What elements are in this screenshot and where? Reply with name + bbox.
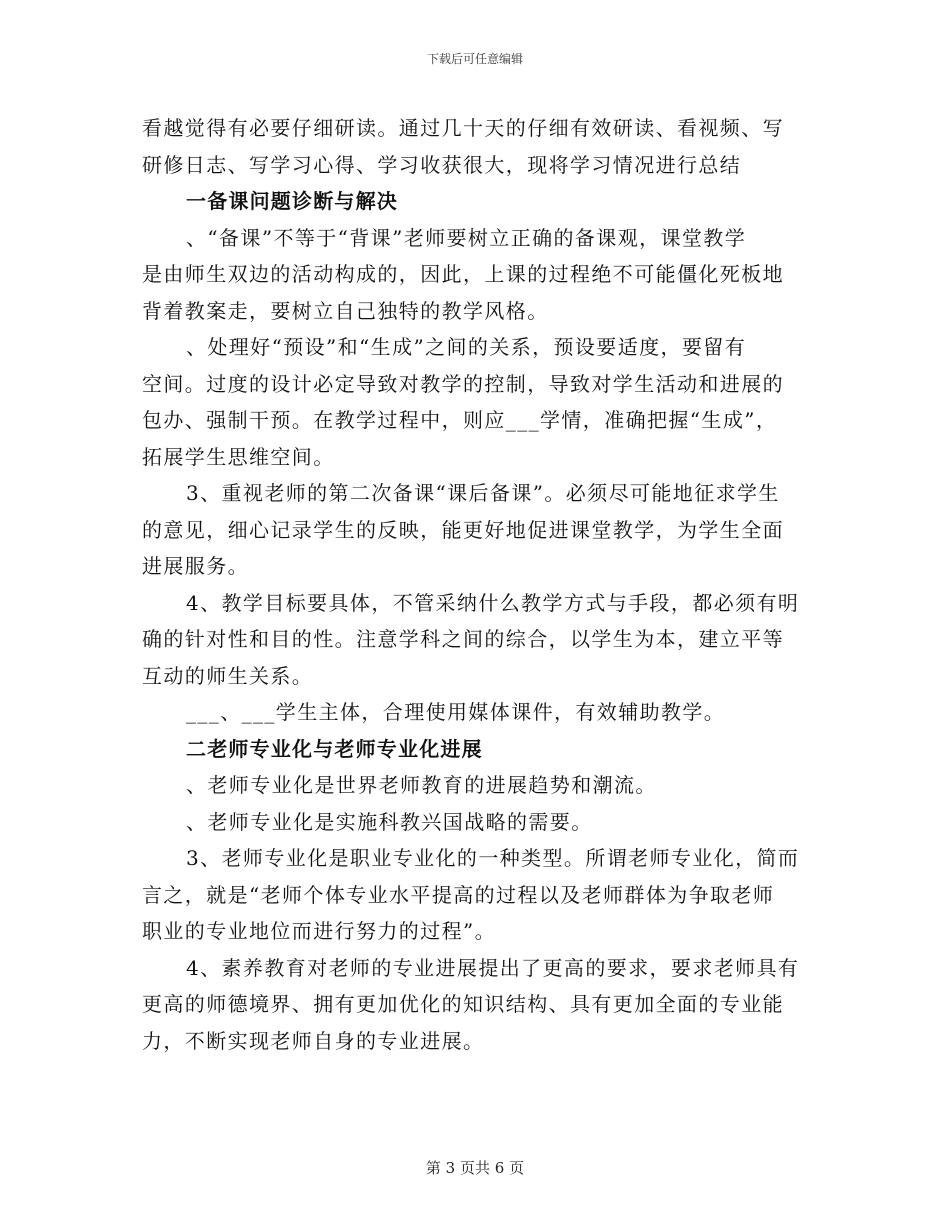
body-line: 包办、强制干预。在教学过程中，则应___学情，准确把握“生成”， (142, 408, 778, 432)
body-line: 3、老师专业化是职业专业化的一种类型。所谓老师专业化，简而 (186, 846, 800, 870)
body-line: 拓展学生思维空间。 (142, 444, 335, 469)
body-line: 研修日志、写学习心得、学习收获很大，现将学习情况进行总结 (142, 152, 742, 177)
body-line: 、处理好“预设”和“生成”之间的关系，预设要适度，要留有 (186, 335, 747, 359)
document-body (142, 110, 812, 1059)
page-footer: 第 3 页共 6 页 (425, 1159, 525, 1177)
body-line: 互动的师生关系。 (142, 663, 314, 688)
body-line: 是由师生双边的活动构成的，因此，上课的过程绝不可能僵化死板地 (142, 262, 784, 286)
body-line: 3、重视老师的第二次备课“课后备课”。必须尽可能地征求学生 (186, 481, 780, 505)
body-line: 、老师专业化是实施科教兴国战略的需要。 (186, 809, 593, 834)
body-line: 进展服务。 (142, 554, 249, 578)
section-heading-1: 一备课问题诊断与解决 (186, 189, 398, 213)
body-line: ___、___学生主体，合理使用媒体课件，有效辅助教学。 (186, 700, 726, 724)
body-line: 的意见，细心记录学生的反映，能更好地促进课堂教学，为学生全面 (142, 517, 784, 542)
section-heading-2: 二老师专业化与老师专业化进展 (186, 736, 483, 761)
body-line: 背着教案走，要树立自己独特的教学风格。 (142, 298, 549, 323)
body-line: 力，不断实现老师自身的专业进展。 (142, 1028, 485, 1053)
body-line: 4、教学目标要具体，不管采纳什么教学方式与手段，都必须有明 (186, 590, 800, 615)
body-line: 、“备课”不等于“背课”老师要树立正确的备课观，课堂教学 (186, 225, 747, 250)
body-line: 更高的师德境界、拥有更加优化的知识结构、具有更加全面的专业能 (142, 992, 784, 1016)
body-line: 、老师专业化是世界老师教育的进展趋势和潮流。 (186, 773, 657, 797)
page-header: 下载后可任意编辑 (426, 52, 523, 66)
body-line: 空间。过度的设计必定导致对教学的控制，导致对学生活动和进展的 (142, 371, 784, 396)
body-line: 看越觉得有必要仔细研读。通过几十天的仔细有效研读、看视频、写 (142, 116, 784, 140)
body-line: 言之，就是“老师个体专业水平提高的过程以及老师群体为争取老师 (142, 882, 775, 907)
body-line: 职业的专业地位而进行努力的过程”。 (142, 919, 497, 943)
body-line: 确的针对性和目的性。注意学科之间的综合，以学生为本，建立平等 (142, 627, 784, 651)
body-line: 4、素养教育对老师的专业进展提出了更高的要求，要求老师具有 (186, 955, 800, 980)
